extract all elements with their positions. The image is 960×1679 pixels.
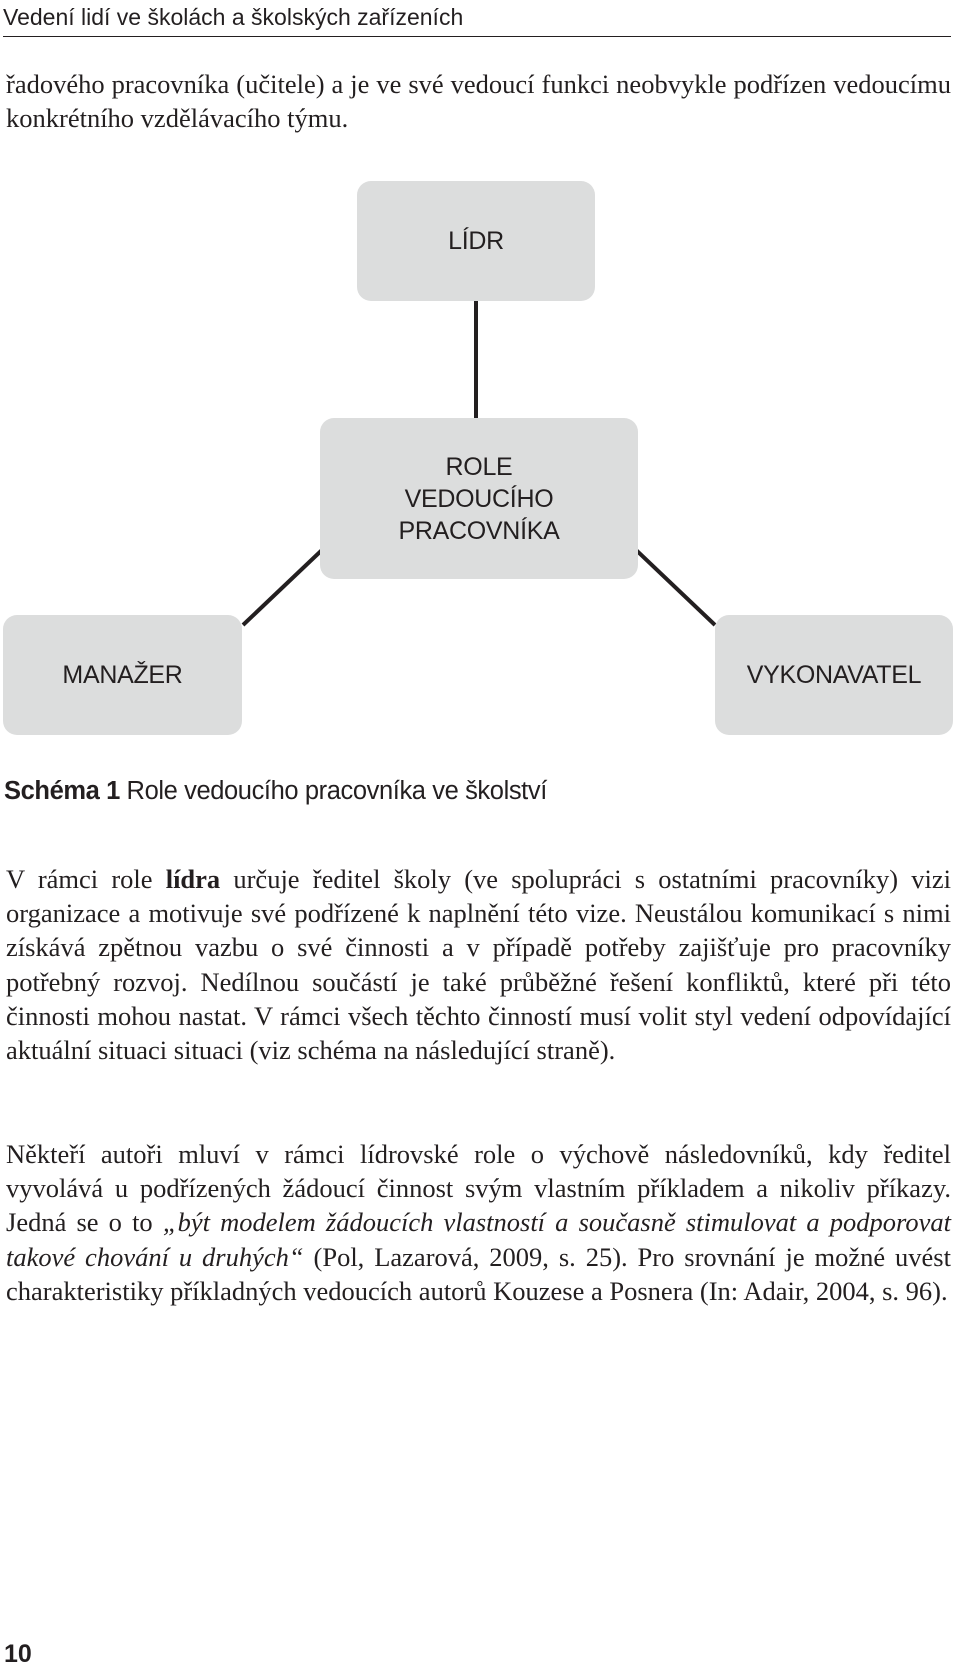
p2-quote: „být modelem žádoucích vlastností a současně stimulovat a podporovat takové chování u druhých“ — [6, 1207, 951, 1272]
p1-part2: určuje ředitel školy (ve spolupráci s ostatními pracovníky) vizi organizace a motivuje své podřízené k naplnění této vize. Neustálou komunikací s nimi získává zpětnou vazbu o své činnosti a v případě potřeby zajišťuje pro pracovníky potřebný rozvoj. Nedílnou součástí je také průběžné řešení konfliktů, které při této činnosti mohou nastat. V rámci všech těchto činností musí volit styl vedení odpovídající aktuální situaci situaci (viz schéma na následující straně). — [6, 864, 951, 1066]
paragraph-leader-role — [6, 862, 951, 1067]
caption-label: Schéma 1 — [4, 777, 120, 805]
p1-part1: V rámci role — [6, 864, 166, 894]
intro-paragraph: řadového pracovníka (učitele) a je ve své vedoucí funkci neobvykle podřízen vedoucímu konkrétního vzdělávacího týmu. — [6, 69, 951, 134]
page-number: 10 — [4, 1640, 32, 1668]
p2-part1: Někteří autoři mluví v rámci lídrovské role o výchově následovníků, kdy ředitel vyvolává u podřízených žádoucí činnost svým vlastním příkladem a nikoliv příkazy. Jedná se o to — [6, 1139, 951, 1238]
node-executor — [715, 615, 953, 735]
role-diagram — [0, 175, 960, 735]
paragraph-followers — [6, 1137, 951, 1308]
diagram-caption — [4, 775, 547, 807]
node-center-line-2: VEDOUCÍHO — [404, 484, 554, 513]
p2-part2: (Pol, Lazarová, 2009, s. 25). Pro srovnání je možné uvést charakteristiky příkladných vedoucích autorů Kouzese a Posnera (In: Adair, 2004, s. 96). — [6, 1241, 951, 1306]
node-leader — [357, 181, 595, 301]
connector-left — [243, 550, 322, 625]
node-center-line-1: ROLE — [445, 452, 513, 481]
running-header — [3, 2, 951, 37]
node-manager-label: MANAŽER — [62, 661, 183, 689]
p1-bold-term: lídra — [165, 864, 221, 894]
node-leader-label: LÍDR — [448, 227, 504, 255]
node-center-role — [320, 418, 638, 579]
connector-right — [636, 550, 715, 625]
node-center-line-3: PRACOVNÍKA — [398, 516, 560, 545]
running-title: Vedení lidí ve školách a školských zařízeních — [3, 4, 464, 30]
caption-text: Role vedoucího pracovníka ve školství — [119, 777, 547, 805]
node-manager — [3, 615, 242, 735]
node-executor-label: VYKONAVATEL — [746, 661, 922, 689]
